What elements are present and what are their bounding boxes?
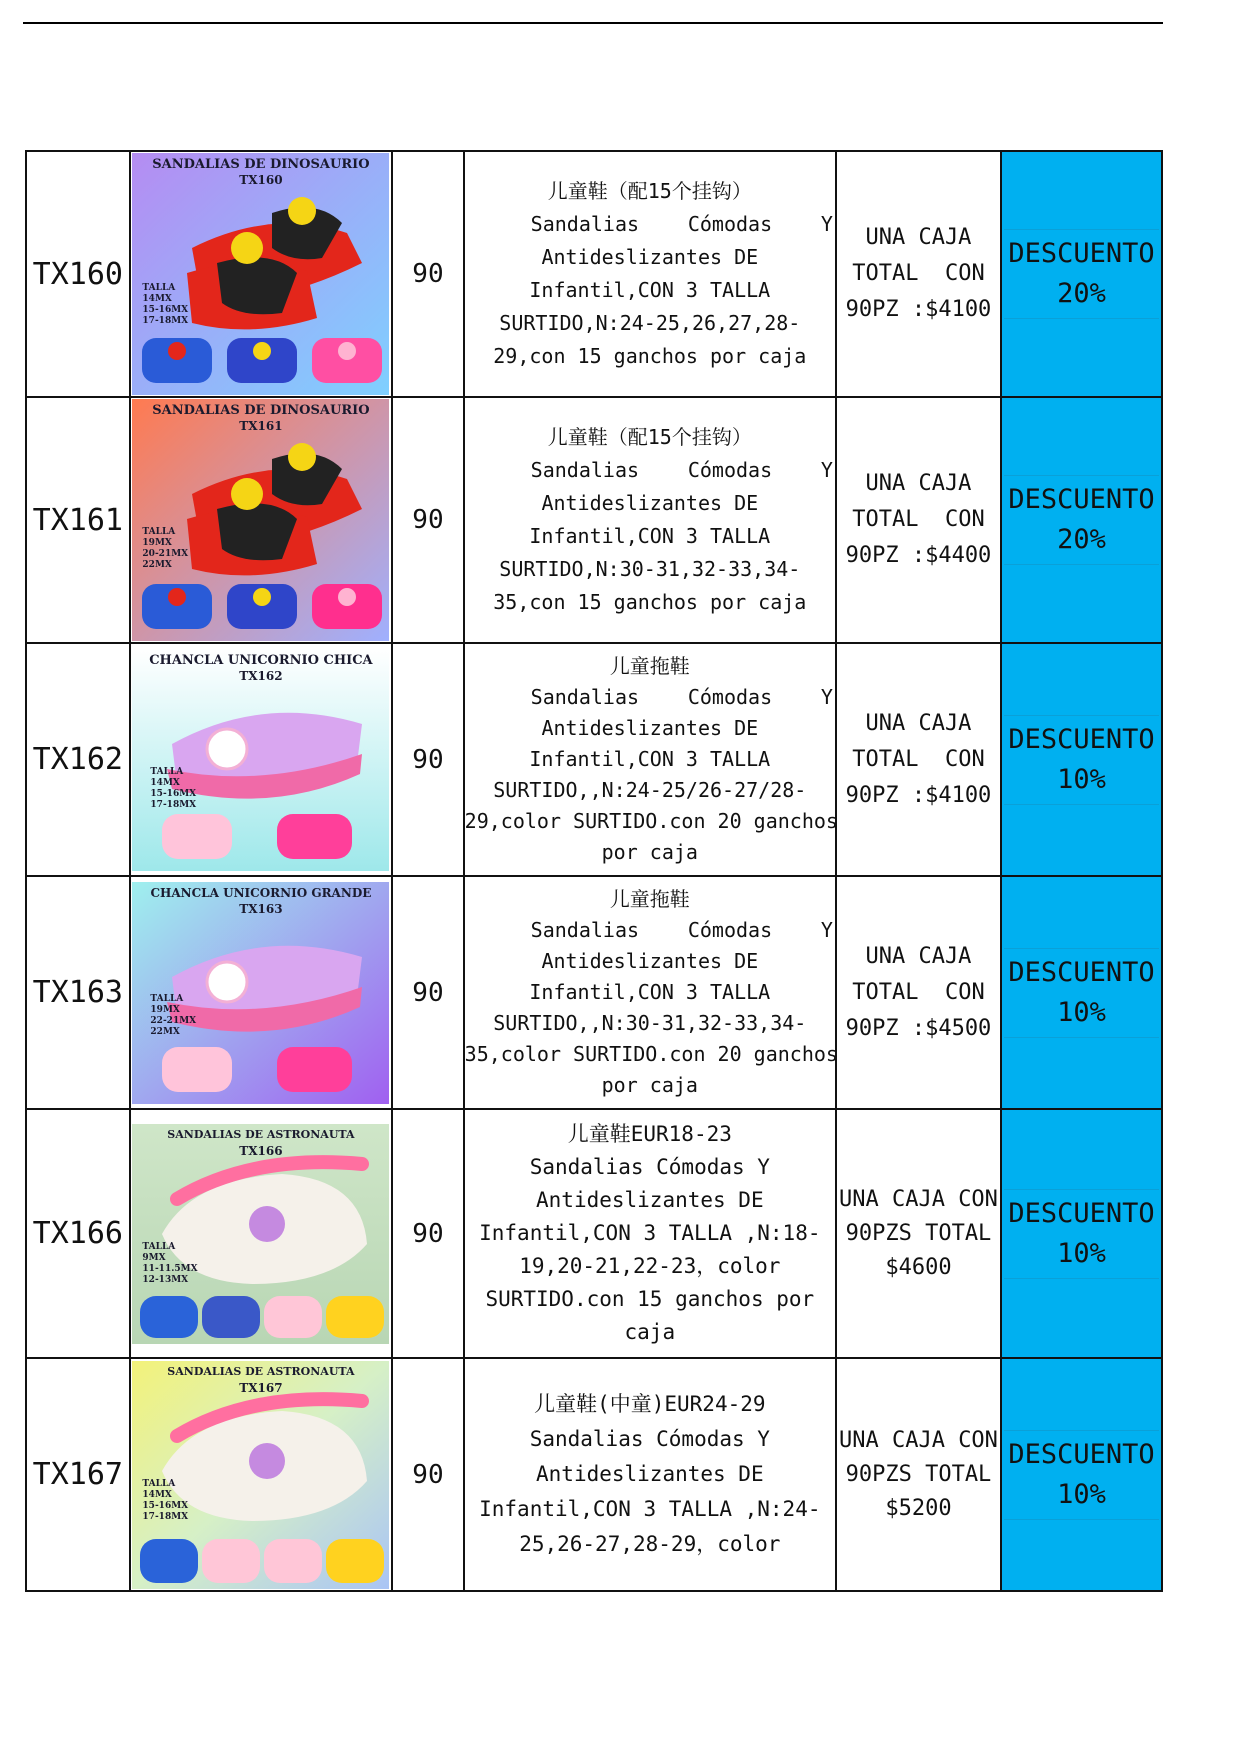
product-image-cell xyxy=(130,151,393,397)
description: 儿童拖鞋 Sandalias Cómodas Y Antideslizantes DE Infantil,CON 3 TALLA SURTIDO,,N:30-31,32-33,34- 35,color SURTIDO.con 20 ganchos por caja xyxy=(464,876,836,1109)
price: UNA CAJA TOTAL CON 90PZ :$4100 xyxy=(836,643,1001,876)
image-sizes: TALLA 19MX 20-21MX 22MX xyxy=(142,527,189,570)
quantity: 90 xyxy=(392,643,463,876)
image-sizes: TALLA 9MX 11-11.5MX 12-13MX xyxy=(142,1241,198,1285)
product-code: TX166 xyxy=(26,1109,130,1358)
image-code: TX161 xyxy=(239,419,283,433)
description: 儿童拖鞋 Sandalias Cómodas Y Antideslizantes DE Infantil,CON 3 TALLA SURTIDO,,N:24-25/26-27/28- 29,color SURTIDO.con 20 ganchos por caja xyxy=(464,643,836,876)
price: UNA CAJA CON 90PZS TOTAL $5200 xyxy=(836,1358,1001,1591)
product-image xyxy=(132,399,389,641)
discount-cell: DESCUENTO 20% xyxy=(1001,397,1162,643)
quantity: 90 xyxy=(392,1109,463,1358)
description: 儿童鞋(中童)EUR24-29 Sandalias Cómodas Y Antideslizantes DE Infantil,CON 3 TALLA ,N:24- 25,26-27,28-29，color xyxy=(464,1358,836,1591)
table-row xyxy=(26,397,1162,643)
product-image-cell xyxy=(130,643,393,876)
product-image-cell xyxy=(130,876,393,1109)
price: UNA CAJA TOTAL CON 90PZ :$4500 xyxy=(836,876,1001,1109)
table-row xyxy=(26,1358,1162,1591)
table-row xyxy=(26,643,1162,876)
image-title: SANDALIAS DE ASTRONAUTA xyxy=(167,1127,355,1141)
image-code: TX162 xyxy=(239,668,283,683)
discount-cell: DESCUENTO 10% xyxy=(1001,1358,1162,1591)
product-image xyxy=(132,882,389,1104)
image-sizes: TALLA 14MX 15-16MX 17-18MX xyxy=(150,766,197,810)
description: 儿童鞋（配15个挂钩） Sandalias Cómodas Y Antideslizantes DE Infantil,CON 3 TALLA SURTIDO,N:24-25,26,27,28- 29,con 15 ganchos por caja xyxy=(464,151,836,397)
quantity: 90 xyxy=(392,1358,463,1591)
quantity: 90 xyxy=(392,876,463,1109)
table-row xyxy=(26,151,1162,397)
product-code: TX167 xyxy=(26,1358,130,1591)
image-title: CHANCLA UNICORNIO GRANDE xyxy=(150,885,372,900)
image-code: TX166 xyxy=(239,1143,283,1158)
product-image-cell xyxy=(130,1109,393,1358)
price: UNA CAJA TOTAL CON 90PZ :$4100 xyxy=(836,151,1001,397)
price: UNA CAJA CON 90PZS TOTAL $4600 xyxy=(836,1109,1001,1358)
quantity: 90 xyxy=(392,151,463,397)
product-image xyxy=(132,1124,389,1344)
image-sizes: TALLA 14MX 15-16MX 17-18MX xyxy=(142,283,189,326)
top-rule xyxy=(23,22,1163,24)
product-code: TX160 xyxy=(26,151,130,397)
discount-cell: DESCUENTO 20% xyxy=(1001,151,1162,397)
image-sizes: TALLA 19MX 22-21MX 22MX xyxy=(150,993,197,1037)
product-image-cell xyxy=(130,397,393,643)
product-image xyxy=(132,649,389,871)
image-title: SANDALIAS DE DINOSAURIO xyxy=(152,157,370,172)
product-code: TX162 xyxy=(26,643,130,876)
product-code: TX161 xyxy=(26,397,130,643)
image-sizes: TALLA 14MX 15-16MX 17-18MX xyxy=(142,1478,189,1522)
image-title: CHANCLA UNICORNIO CHICA xyxy=(149,652,373,668)
price: UNA CAJA TOTAL CON 90PZ :$4400 xyxy=(836,397,1001,643)
image-code: TX160 xyxy=(239,173,283,187)
product-code: TX163 xyxy=(26,876,130,1109)
product-image-cell xyxy=(130,1358,393,1591)
discount-cell: DESCUENTO 10% xyxy=(1001,643,1162,876)
product-image xyxy=(132,1361,389,1589)
description: 儿童鞋EUR18-23 Sandalias Cómodas Y Antideslizantes DE Infantil,CON 3 TALLA ,N:18- 19,20-21,22-23，color SURTIDO.con 15 ganchos por caja xyxy=(464,1109,836,1358)
quantity: 90 xyxy=(392,397,463,643)
description: 儿童鞋（配15个挂钩） Sandalias Cómodas Y Antideslizantes DE Infantil,CON 3 TALLA SURTIDO,N:30-31,32-33,34- 35,con 15 ganchos por caja xyxy=(464,397,836,643)
product-image xyxy=(132,153,389,395)
table-row xyxy=(26,1109,1162,1358)
discount-cell: DESCUENTO 10% xyxy=(1001,1109,1162,1358)
image-code: TX167 xyxy=(239,1380,283,1395)
discount-cell: DESCUENTO 10% xyxy=(1001,876,1162,1109)
image-code: TX163 xyxy=(239,901,283,916)
product-table xyxy=(25,150,1163,1592)
image-title: SANDALIAS DE ASTRONAUTA xyxy=(167,1364,355,1378)
table-row xyxy=(26,876,1162,1109)
image-title: SANDALIAS DE DINOSAURIO xyxy=(152,403,370,418)
